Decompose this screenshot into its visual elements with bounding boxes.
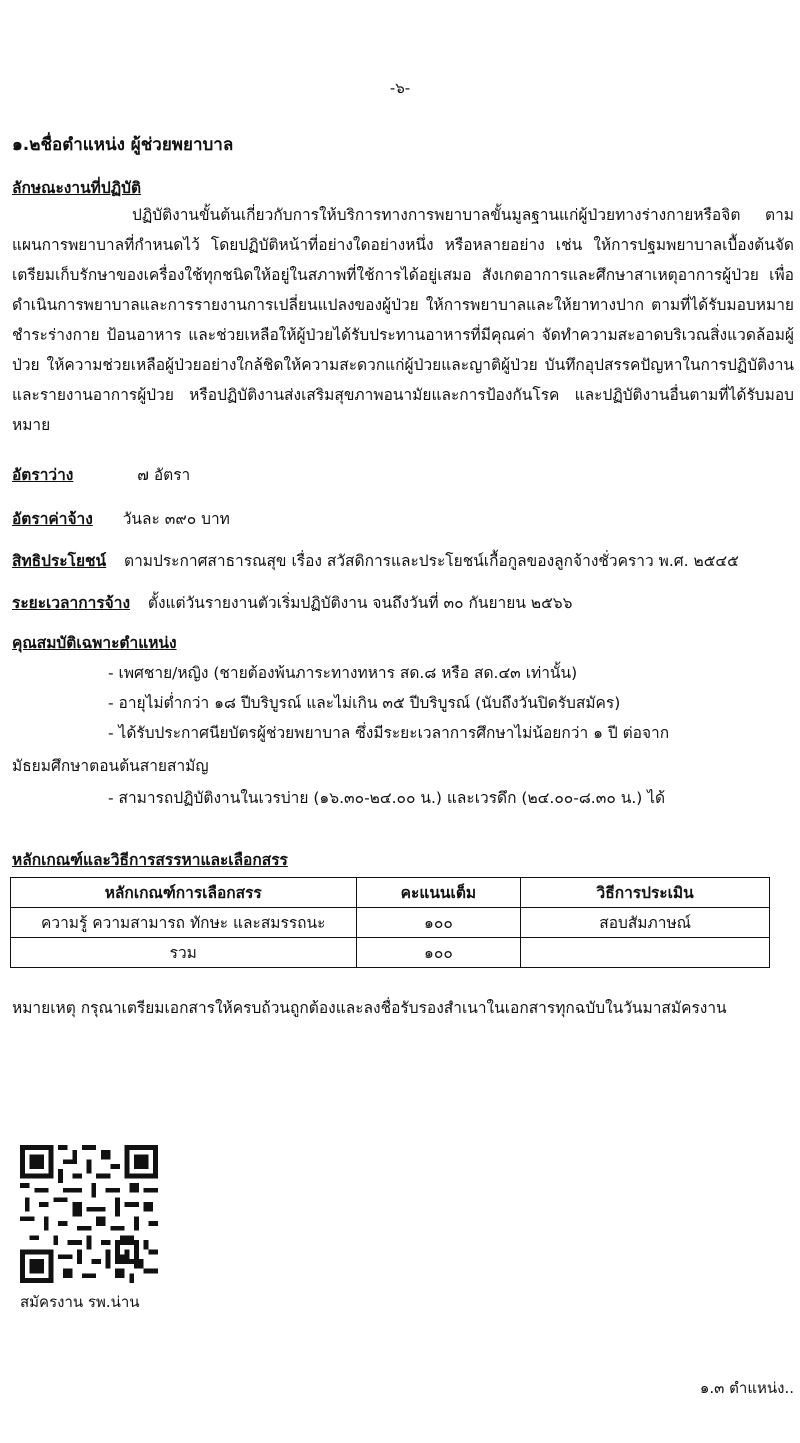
qualification-item: - เพศชาย/หญิง (ชายต้องพ้นภาระทางทหาร สด.๘ หรือ สด.๔๓ เท่านั้น)	[108, 664, 578, 682]
period-label: ระยะเวลาการจ้าง	[12, 594, 131, 612]
table-cell: รวม	[11, 938, 357, 968]
note-text: หมายเหตุ กรุณาเตรียมเอกสารให้ครบถ้วนถูกต้องและลงชื่อรับรองสำเนาในเอกสารทุกฉบับในวันมาสมัครงาน	[12, 999, 727, 1017]
criteria-table	[10, 877, 770, 968]
vacancies-value: ๗ อัตรา	[137, 466, 191, 484]
table-header: วิธีการประเมิน	[521, 878, 770, 908]
table-header: หลักเกณฑ์การเลือกสรร	[11, 878, 357, 908]
table-cell	[521, 938, 770, 968]
table-row	[11, 908, 770, 938]
duties-label: ลักษณะงานที่ปฏิบัติ	[12, 179, 142, 197]
wage-label: อัตราค่าจ้าง	[12, 510, 93, 528]
continuation-text: ๑.๓ ตำแหน่ง..	[699, 1379, 794, 1397]
qualifications-label: คุณสมบัติเฉพาะตำแหน่ง	[12, 634, 177, 652]
table-cell: สอบสัมภาษณ์	[521, 908, 770, 938]
section-title: ๑.๒ชื่อตำแหน่ง ผู้ช่วยพยาบาล	[12, 135, 234, 155]
period-value: ตั้งแต่วันรายงานตัวเริ่มปฏิบัติงาน จนถึงวันที่ ๓๐ กันยายน ๒๕๖๖	[147, 594, 573, 612]
benefits-value: ตามประกาศสาธารณสุข เรื่อง สวัสดิการและประโยชน์เกื้อกูลของลูกจ้างชั่วคราว พ.ศ. ๒๕๔๕	[124, 552, 739, 570]
duties-text: ปฏิบัติงานขั้นต้นเกี่ยวกับการให้บริการทางการพยาบาลขั้นมูลฐานแก่ผู้ป่วยทางร่างกายหรือจิต ตามแผนการพยาบาลที่กำหนดไว้ โดยปฏิบัติหน้าที่อย่างใดอย่างหนึ่ง หรือหลายอย่าง เช่น ให้การปฐมพยาบาลเบื้องต้นจัดเตรียมเก็บรักษาของเครื่องใช้ทุกชนิดให้อยู่ในสภาพที่ใช้การได้อยู่เสมอ สังเกตอาการและศึกษาสาเหตุอาการผู้ป่วย เพื่อดำเนินการพยาบาลและการรายงานการเปลี่ยนแปลงของผู้ป่วย ให้การพยาบาลและให้ยาทางปาก ตามที่ได้รับมอบหมาย ชำระร่างกาย ป้อนอาหาร และช่วยเหลือให้ผู้ป่วยได้รับประทานอาหารที่มีคุณค่า จัดทำความสะอาดบริเวณสิ่งแวดล้อมผู้ป่วย ให้ความช่วยเหลือผู้ป่วยอย่างใกล้ชิดให้ความสะดวกแก่ผู้ป่วยและญาติผู้ป่วย บันทึกอุปสรรคปัญหาในการปฏิบัติงานและรายงานอาการผู้ป่วย หรือปฏิบัติงานส่งเสริมสุขภาพอนามัยและการป้องกันโรค และปฏิบัติงานอื่นตามที่ได้รับมอบหมาย	[12, 206, 794, 434]
benefits-row	[12, 548, 739, 573]
qualification-item: - ได้รับประกาศนียบัตรผู้ช่วยพยาบาล ซึ่งมีระยะเวลาการศึกษาไม่น้อยกว่า ๑ ปี ต่อจาก	[108, 724, 670, 742]
period-row	[12, 590, 572, 615]
wage-row	[12, 506, 230, 531]
benefits-label: สิทธิประโยชน์	[12, 552, 107, 570]
table-header-row	[11, 878, 770, 908]
qr-caption: สมัครงาน รพ.น่าน	[20, 1293, 140, 1311]
table-cell: ๑๐๐	[356, 908, 521, 938]
table-cell: ความรู้ ความสามารถ ทักษะ และสมรรถนะ	[11, 908, 357, 938]
vacancies-row	[12, 462, 190, 487]
table-header: คะแนนเต็ม	[356, 878, 521, 908]
table-cell: ๑๐๐	[356, 938, 521, 968]
qr-code-icon	[20, 1145, 158, 1283]
criteria-label: หลักเกณฑ์และวิธีการสรรหาและเลือกสรร	[12, 851, 288, 869]
qr-code[interactable]	[20, 1145, 158, 1283]
qualification-item: มัธยมศึกษาตอนต้นสายสามัญ	[12, 757, 209, 775]
page-number: -๖-	[389, 79, 411, 97]
table-row	[11, 938, 770, 968]
wage-value: วันละ ๓๙๐ บาท	[122, 510, 230, 528]
qualification-item: - อายุไม่ต่ำกว่า ๑๘ ปีบริบูรณ์ และไม่เกิน ๓๕ ปีบริบูรณ์ (นับถึงวันปิดรับสมัคร)	[108, 694, 621, 712]
qualification-item: - สามารถปฏิบัติงานในเวรบ่าย (๑๖.๓๐-๒๔.๐๐ น.) และเวรดึก (๒๔.๐๐-๘.๓๐ น.) ได้	[108, 789, 666, 807]
vacancies-label: อัตราว่าง	[12, 466, 74, 484]
